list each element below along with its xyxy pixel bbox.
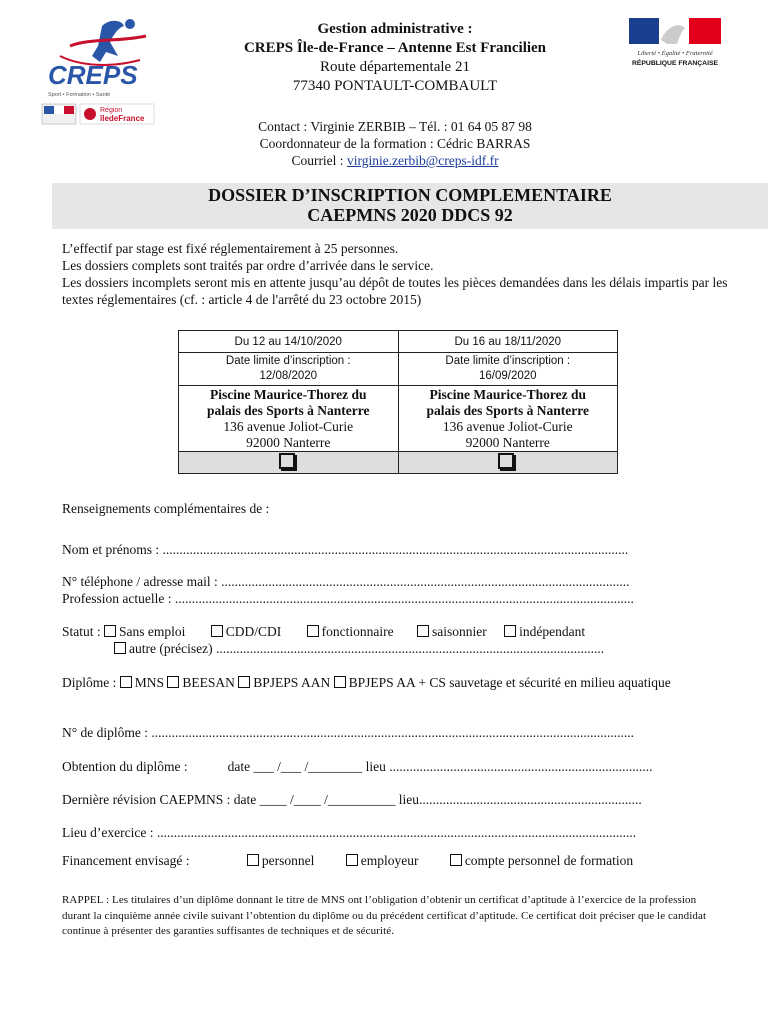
- option-label: BPJEPS AAN: [253, 675, 331, 690]
- statut-other-field[interactable]: autre (précisez) ...................................................................................................................: [129, 641, 605, 656]
- obtention-field[interactable]: date ___ /___ /________ lieu ..............................................................................: [227, 759, 653, 774]
- intro-line-1: L’effectif par stage est fixé réglementairement à 25 personnes.: [62, 241, 399, 256]
- session-2-location: [398, 386, 618, 452]
- creps-logo: [40, 16, 158, 126]
- header-line-1: Gestion administrative :: [317, 21, 473, 37]
- deadline-label: Date limite d’inscription :: [225, 355, 351, 367]
- title-line-1: DOSSIER D’INSCRIPTION COMPLEMENTAIRE: [208, 185, 612, 205]
- creps-tagline: Sport • Formation • Santé: [48, 92, 111, 98]
- session-1-deadline: [179, 353, 399, 386]
- place-line-1: Piscine Maurice-Thorez du: [210, 386, 367, 402]
- deadline-date: 16/09/2020: [478, 370, 537, 382]
- city: 92000 Nanterre: [465, 434, 550, 450]
- contact-line: Contact : Virginie ZERBIB – Tél. : 01 64 05 87 98: [258, 119, 532, 134]
- checkbox-saisonnier[interactable]: [417, 625, 429, 637]
- rappel-note: RAPPEL : Les titulaires d’un diplôme donnant le titre de MNS ont l’obligation d’obtenir un certificat d’aptitude à l’exercice de la profession durant la cinquième année civile suivant l’obtention du diplôme ou du précédent certificat d’aptitude. Ce certificat doit préciser que le candidat continue à présenter des garanties suffisantes de techniques et de sécurité.: [62, 894, 707, 937]
- coordinator-line: Coordonnateur de la formation : Cédric BARRAS: [259, 136, 531, 151]
- session-2-checkbox[interactable]: [498, 453, 514, 469]
- diplome-number-field[interactable]: N° de diplôme : ...............................................................................................................................................: [62, 725, 635, 740]
- rf-name: RÉPUBLIQUE FRANÇAISE: [631, 60, 719, 67]
- profession-field[interactable]: Profession actuelle : ........................................................................................................................................: [62, 591, 634, 606]
- address: 136 avenue Joliot-Curie: [442, 418, 573, 434]
- checkbox-independant[interactable]: [504, 625, 516, 637]
- option-label: employeur: [360, 853, 419, 868]
- obtention-label: Obtention du diplôme :: [62, 759, 188, 774]
- email-link[interactable]: virginie.zerbib@creps-idf.fr: [346, 153, 499, 168]
- financement-row: [62, 852, 722, 869]
- header-line-3: Route départementale 21: [320, 59, 470, 75]
- email-label: Courriel :: [291, 153, 347, 168]
- option-label: personnel: [261, 853, 315, 868]
- checkbox-bpjeps-aan[interactable]: [238, 676, 250, 688]
- option-label: indépendant: [519, 624, 586, 639]
- session-2-deadline: [398, 353, 618, 386]
- diplome-row: [62, 674, 722, 691]
- checkbox-cpf[interactable]: [450, 854, 462, 866]
- rf-motto: Liberté • Égalité • Fraternité: [637, 50, 713, 57]
- section-heading: Renseignements complémentaires de :: [62, 501, 270, 516]
- session-1-checkbox-cell: [179, 452, 399, 474]
- revision-field[interactable]: Dernière révision CAEPMNS : date ____ /____ /__________ lieu..................................................................: [62, 792, 642, 807]
- title-line-2: CAEPMNS 2020 DDCS 92: [307, 205, 513, 225]
- email-line: [180, 152, 610, 169]
- diplome-label: Diplôme :: [62, 675, 120, 690]
- option-label: saisonnier: [432, 624, 487, 639]
- region-name: îledeFrance: [100, 114, 145, 123]
- checkbox-mns[interactable]: [120, 676, 132, 688]
- sessions-table: [178, 330, 618, 474]
- place-line-2: palais des Sports à Nanterre: [206, 402, 370, 418]
- deadline-label: Date limite d’inscription :: [445, 355, 571, 367]
- checkbox-autre[interactable]: [114, 642, 126, 654]
- obtention-row: [62, 758, 722, 775]
- statut-row: [62, 623, 722, 640]
- option-label: BPJEPS AA + CS sauvetage et sécurité en milieu aquatique: [348, 675, 671, 690]
- header-block: [180, 20, 610, 96]
- checkbox-sans-emploi[interactable]: [104, 625, 116, 637]
- option-label: CDD/CDI: [225, 624, 282, 639]
- deadline-date: 12/08/2020: [259, 370, 318, 382]
- header-line-2: CREPS Île-de-France – Antenne Est Francilien: [243, 40, 547, 56]
- creps-logo-text: CREPS: [48, 60, 138, 90]
- option-label: compte personnel de formation: [464, 853, 634, 868]
- option-label: Sans emploi: [119, 624, 186, 639]
- document-title: [52, 183, 768, 229]
- contact-block: [180, 118, 610, 169]
- session-1-location: [179, 386, 399, 452]
- session-1-checkbox[interactable]: [279, 453, 295, 469]
- session-2-dates: Du 16 au 18/11/2020: [398, 331, 618, 353]
- checkbox-personnel[interactable]: [247, 854, 259, 866]
- address: 136 avenue Joliot-Curie: [223, 418, 354, 434]
- place-line-2: palais des Sports à Nanterre: [426, 402, 589, 418]
- city: 92000 Nanterre: [246, 434, 331, 450]
- intro-line-2: Les dossiers complets sont traités par ordre d’arrivée dans le service.: [62, 258, 434, 273]
- statut-label: Statut :: [62, 624, 105, 639]
- checkbox-bpjeps-aa[interactable]: [334, 676, 346, 688]
- header-line-4: 77340 PONTAULT-COMBAULT: [292, 78, 498, 94]
- option-label: BEESAN: [182, 675, 235, 690]
- statut-other-row: [114, 640, 722, 657]
- checkbox-beesan[interactable]: [167, 676, 179, 688]
- option-label: fonctionnaire: [321, 624, 394, 639]
- phone-email-field[interactable]: N° téléphone / adresse mail : .........................................................................................................................: [62, 574, 630, 589]
- republique-francaise-logo: [627, 18, 723, 70]
- option-label: MNS: [134, 675, 165, 690]
- intro-line-3: Les dossiers incomplets seront mis en attente jusqu’au dépôt de toutes les pièces demandées dans les délais impartis par les textes réglementaires (cf. : article 4 de l'arrêté du 23 octobre 2015): [62, 275, 728, 307]
- session-1-dates: Du 12 au 14/10/2020: [179, 331, 399, 353]
- checkbox-fonctionnaire[interactable]: [307, 625, 319, 637]
- place-line-1: Piscine Maurice-Thorez du: [429, 386, 586, 402]
- region-label: Région: [100, 107, 123, 114]
- checkbox-employeur[interactable]: [346, 854, 358, 866]
- lieu-exercice-field[interactable]: Lieu d’exercice : ..............................................................................................................................................: [62, 825, 637, 840]
- name-field[interactable]: Nom et prénoms : ..........................................................................................................................................: [62, 542, 629, 557]
- intro-text: [62, 240, 752, 308]
- checkbox-cdd-cdi[interactable]: [211, 625, 223, 637]
- financement-label: Financement envisagé :: [62, 853, 190, 868]
- session-2-checkbox-cell: [398, 452, 618, 474]
